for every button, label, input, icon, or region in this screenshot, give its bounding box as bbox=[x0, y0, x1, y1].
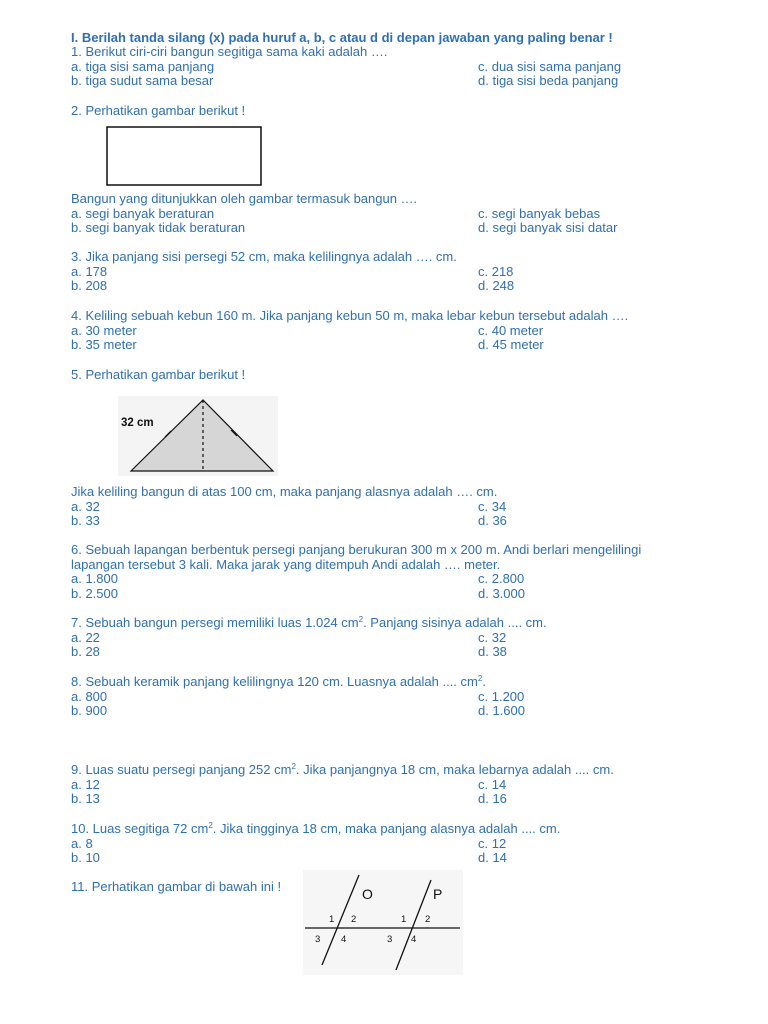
option-b[interactable]: b. 13 bbox=[71, 791, 100, 807]
option-c[interactable]: c. 34 bbox=[478, 498, 507, 514]
option-b[interactable]: b. 35 meter bbox=[71, 337, 137, 353]
option-a[interactable]: a. 178 bbox=[71, 263, 108, 279]
rectangle-shape bbox=[107, 127, 261, 185]
options bbox=[71, 60, 691, 89]
question-9 bbox=[71, 763, 691, 807]
option-a[interactable]: a. 12 bbox=[71, 776, 100, 792]
question-5 bbox=[71, 368, 691, 383]
options bbox=[71, 324, 691, 353]
side-length-label: 32 cm bbox=[121, 417, 154, 429]
option-c[interactable]: c. segi banyak bebas bbox=[478, 205, 601, 221]
question-text-line-2: lapangan tersebut 3 kali. Maka jarak yang ditempuh Andi adalah …. meter. bbox=[71, 556, 501, 572]
question-text: 11. Perhatikan gambar di bawah ini ! bbox=[71, 879, 282, 894]
option-b[interactable]: b. 2.500 bbox=[71, 586, 118, 602]
parallel-lines-figure bbox=[303, 870, 463, 979]
angle-label-1b: 1 bbox=[401, 914, 407, 925]
question-3 bbox=[71, 250, 691, 294]
options bbox=[71, 631, 691, 660]
option-a[interactable]: a. 800 bbox=[71, 688, 108, 704]
option-d[interactable]: d. 36 bbox=[478, 513, 507, 529]
question-text: Jika keliling bangun di atas 100 cm, maka panjang alasnya adalah …. cm. bbox=[71, 484, 498, 499]
option-c[interactable]: c. 2.800 bbox=[478, 571, 525, 587]
option-b[interactable]: b. 28 bbox=[71, 644, 100, 660]
question-7 bbox=[71, 616, 691, 660]
question-2-continued bbox=[71, 192, 691, 236]
option-d[interactable]: d. segi banyak sisi datar bbox=[478, 220, 618, 236]
question-text: 8. Sebuah keramik panjang kelilingnya 120 cm. Luasnya adalah .... $cm^2$. bbox=[71, 674, 486, 689]
option-c[interactable]: c. 1.200 bbox=[478, 688, 525, 704]
option-c[interactable]: c. 32 bbox=[478, 629, 507, 645]
option-b[interactable]: b. 208 bbox=[71, 278, 108, 294]
options bbox=[71, 690, 691, 719]
angle-label-3: 3 bbox=[315, 934, 321, 945]
option-a[interactable]: a. 22 bbox=[71, 629, 100, 645]
question-1 bbox=[71, 45, 691, 89]
option-c[interactable]: c. 40 meter bbox=[478, 322, 544, 338]
options bbox=[71, 207, 691, 236]
angle-label-4: 4 bbox=[341, 934, 347, 945]
option-b[interactable]: b. tiga sudut sama besar bbox=[71, 73, 214, 89]
rectangle-figure bbox=[106, 126, 262, 190]
option-a[interactable]: a. 8 bbox=[71, 835, 93, 851]
option-d[interactable]: d. 248 bbox=[478, 278, 515, 294]
angle-label-1: 1 bbox=[329, 914, 335, 925]
option-c[interactable]: c. 14 bbox=[478, 776, 507, 792]
option-a[interactable]: a. 32 bbox=[71, 498, 100, 514]
label-o: O bbox=[362, 886, 373, 902]
angle-label-3b: 3 bbox=[387, 934, 393, 945]
options bbox=[71, 500, 691, 529]
question-6 bbox=[71, 543, 691, 602]
option-d[interactable]: d. tiga sisi beda panjang bbox=[478, 73, 619, 89]
option-d[interactable]: d. 1.600 bbox=[478, 703, 525, 719]
option-d[interactable]: d. 38 bbox=[478, 644, 507, 660]
angle-label-2b: 2 bbox=[425, 914, 431, 925]
triangle-figure bbox=[118, 396, 278, 480]
option-b[interactable]: b. 900 bbox=[71, 703, 108, 719]
question-text: 4. Keliling sebuah kebun 160 m. Jika panjang kebun 50 m, maka lebar kebun tersebut adalah …. bbox=[71, 308, 629, 323]
question-text: 6. Sebuah lapangan berbentuk persegi panjang berukuran 300 m x 200 m. Andi berlari mengelilingi bbox=[71, 542, 642, 557]
option-b[interactable]: b. segi banyak tidak beraturan bbox=[71, 220, 246, 236]
option-c[interactable]: c. dua sisi sama panjang bbox=[478, 58, 622, 74]
options bbox=[71, 265, 691, 294]
option-a[interactable]: a. 30 meter bbox=[71, 322, 137, 338]
question-8 bbox=[71, 675, 691, 719]
question-10 bbox=[71, 822, 691, 866]
question-text: 5. Perhatikan gambar berikut ! bbox=[71, 367, 246, 382]
option-a[interactable]: a. segi banyak beraturan bbox=[71, 205, 215, 221]
angle-label-4b: 4 bbox=[411, 934, 417, 945]
question-text: 7. Sebuah bangun persegi memiliki luas 1.024 $cm^2$. Panjang sisinya adalah .... cm. bbox=[71, 615, 547, 630]
option-b[interactable]: b. 10 bbox=[71, 850, 100, 866]
options bbox=[71, 778, 691, 807]
question-text: 2. Perhatikan gambar berikut ! bbox=[71, 103, 246, 118]
question-text: 1. Berikut ciri-ciri bangun segitiga sama kaki adalah …. bbox=[71, 44, 388, 59]
option-c[interactable]: c. 12 bbox=[478, 835, 507, 851]
question-4 bbox=[71, 309, 691, 353]
option-a[interactable]: a. 1.800 bbox=[71, 571, 118, 587]
option-d[interactable]: d. 3.000 bbox=[478, 586, 525, 602]
label-p: P bbox=[433, 886, 443, 902]
option-d[interactable]: d. 45 meter bbox=[478, 337, 544, 353]
question-text: Bangun yang ditunjukkan oleh gambar termasuk bangun …. bbox=[71, 191, 418, 206]
question-text: 9. Luas suatu persegi panjang 252 $cm^2$. Jika panjangnya 18 cm, maka lebarnya adalah .... cm. bbox=[71, 762, 614, 777]
question-text: 10. Luas segitiga 72 $cm^2$. Jika tingginya 18 cm, maka panjang alasnya adalah .... cm. bbox=[71, 821, 561, 836]
option-a[interactable]: a. tiga sisi sama panjang bbox=[71, 58, 215, 74]
angle-label-2: 2 bbox=[351, 914, 357, 925]
question-5-continued bbox=[71, 485, 691, 529]
question-text: 3. Jika panjang sisi persegi 52 cm, maka kelilingnya adalah …. cm. bbox=[71, 249, 457, 264]
instruction-heading: I. Berilah tanda silang (x) pada huruf a, b, c atau d di depan jawaban yang paling benar ! bbox=[71, 30, 613, 45]
option-b[interactable]: b. 33 bbox=[71, 513, 100, 529]
options bbox=[71, 572, 691, 601]
option-d[interactable]: d. 14 bbox=[478, 850, 507, 866]
option-d[interactable]: d. 16 bbox=[478, 791, 507, 807]
option-c[interactable]: c. 218 bbox=[478, 263, 514, 279]
options bbox=[71, 837, 691, 866]
question-2 bbox=[71, 104, 691, 119]
